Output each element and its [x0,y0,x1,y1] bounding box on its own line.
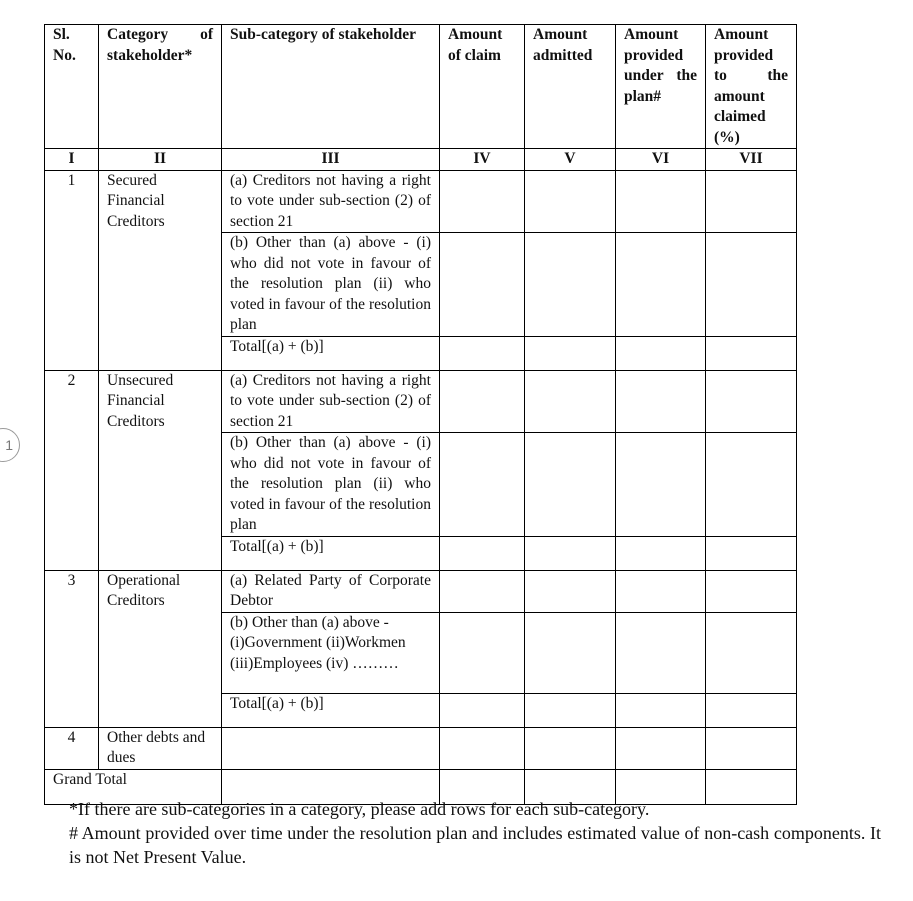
amount-provided-cell [616,536,706,570]
sub-category-total-cell: Total[(a) + (b)] [222,336,440,370]
amount-provided-cell [616,433,706,537]
amount-provided-cell [616,336,706,370]
amount-provided-cell [616,693,706,727]
sl-number: 1 [45,170,99,370]
amount-admitted-cell [525,536,616,570]
amount-admitted-cell [525,570,616,612]
amount-admitted-cell [525,727,616,769]
header-amount-claim: Amount of claim [440,25,525,149]
header-row [45,25,797,149]
page-marker-circle [0,428,20,462]
amount-claim-cell [440,727,525,769]
sl-number: 4 [45,727,99,769]
amount-percent-cell [706,433,797,537]
amount-percent-cell [706,336,797,370]
amount-admitted-cell [525,233,616,337]
claims-table [44,24,797,805]
amount-claim-cell [440,693,525,727]
sub-category-cell: (a) Creditors not having a right to vote under sub-section (2) of section 21 [222,370,440,433]
grand-total-label: Grand Total [45,769,222,804]
footnote-subcategories: *If there are sub-categories in a category, please add rows for each sub-category. [69,799,650,819]
amount-percent-cell [706,612,797,693]
amount-claim-cell [440,336,525,370]
amount-admitted-cell [525,170,616,233]
header-amount-provided: Amount provided under the plan# [616,25,706,149]
amount-percent-cell [706,536,797,570]
amount-provided-cell [616,170,706,233]
category-cell: Unsecured Financial Creditors [99,370,222,570]
amount-claim-cell [440,536,525,570]
amount-provided-cell [616,570,706,612]
sub-category-cell: (b) Other than (a) above - (i) who did not vote in favour of the resolution plan (ii) who voted in favour of the resolution plan [222,233,440,337]
sub-category-cell: (a) Related Party of Corporate Debtor [222,570,440,612]
amount-admitted-cell [525,336,616,370]
roman-numeral: II [99,149,222,171]
roman-numeral: VII [706,149,797,171]
roman-numeral: V [525,149,616,171]
roman-numeral: I [45,149,99,171]
table-row [45,570,797,612]
amount-admitted-cell [525,433,616,537]
table-row [45,170,797,233]
amount-provided-cell [616,233,706,337]
header-amount-percent: Amount provided to the amount claimed (%) [706,25,797,149]
table-row [45,370,797,433]
amount-provided-cell [616,370,706,433]
amount-percent-cell [706,370,797,433]
header-sl-no: Sl. No. [45,25,99,149]
amount-admitted-cell [525,693,616,727]
sub-category-cell: (a) Creditors not having a right to vote under sub-section (2) of section 21 [222,170,440,233]
amount-claim-cell [440,233,525,337]
amount-percent-cell [706,727,797,769]
header-amount-admitted: Amount admitted [525,25,616,149]
header-sub-category: Sub-category of stakeholder [222,25,440,149]
sub-category-cell [222,727,440,769]
amount-provided-cell [616,612,706,693]
amount-percent-cell [706,233,797,337]
roman-numeral: IV [440,149,525,171]
amount-admitted-cell [525,612,616,693]
sub-category-cell: (b) Other than (a) above - (i)Government (ii)Workmen (iii)Employees (iv) ……… [222,612,440,693]
sl-number: 3 [45,570,99,727]
amount-admitted-cell [525,370,616,433]
roman-numeral: III [222,149,440,171]
footnote-amount-provided: # Amount provided over time under the resolution plan and includes estimated value of non-cash components. It is not Net Present Value. [69,823,881,867]
amount-percent-cell [706,570,797,612]
footnotes [69,797,881,869]
amount-claim-cell [440,570,525,612]
page-marker-label: 1 [5,437,13,453]
amount-percent-cell [706,170,797,233]
sub-category-total-cell: Total[(a) + (b)] [222,536,440,570]
amount-claim-cell [440,370,525,433]
amount-provided-cell [616,727,706,769]
amount-claim-cell [440,170,525,233]
amount-claim-cell [440,433,525,537]
amount-percent-cell [706,693,797,727]
header-category: Category of stakeholder* [99,25,222,149]
roman-numeral: VI [616,149,706,171]
sub-category-cell: (b) Other than (a) above - (i) who did not vote in favour of the resolution plan (ii) who voted in favour of the resolution plan [222,433,440,537]
sub-category-total-cell: Total[(a) + (b)] [222,693,440,727]
category-cell: Operational Creditors [99,570,222,727]
category-cell: Other debts and dues [99,727,222,769]
table-row [45,727,797,769]
amount-claim-cell [440,612,525,693]
sl-number: 2 [45,370,99,570]
roman-numeral-row [45,149,797,171]
category-cell: Secured Financial Creditors [99,170,222,370]
